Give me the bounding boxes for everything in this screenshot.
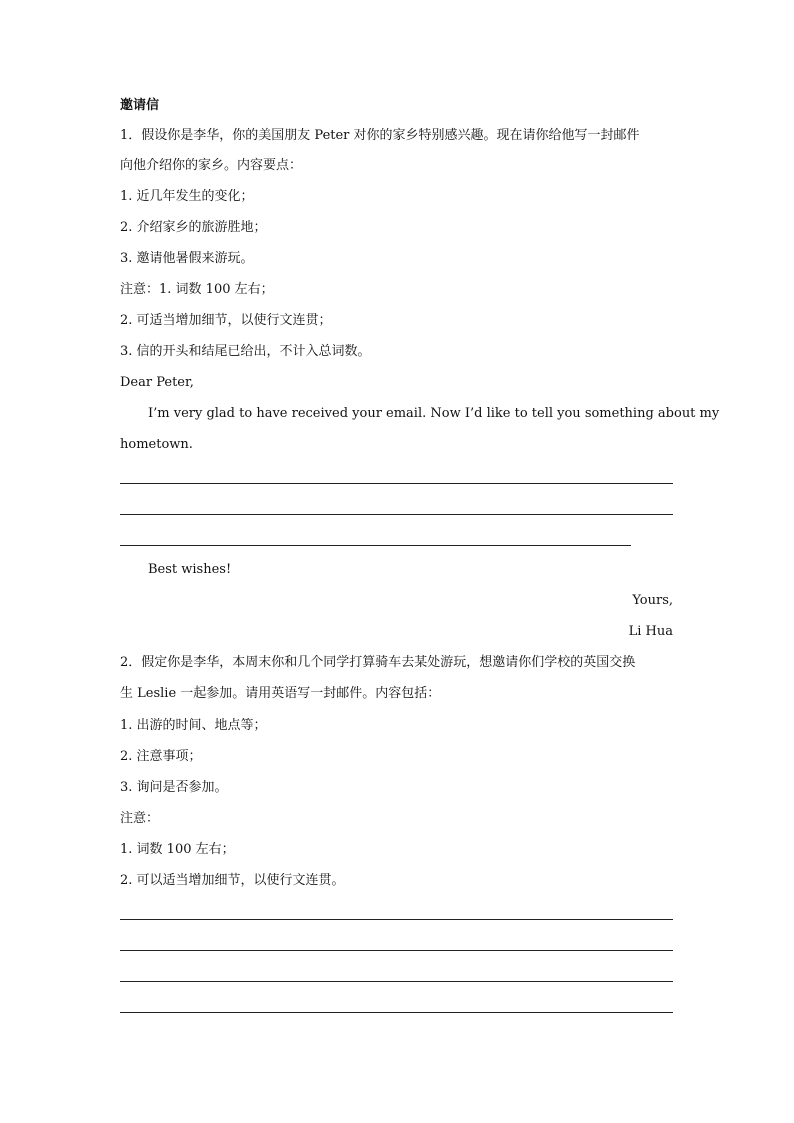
- q1-prompt-line-2: 向他介绍你的家乡。内容要点：: [120, 158, 303, 173]
- q1-salutation: Dear Peter,: [120, 375, 194, 390]
- q1-answer-line-3: [120, 545, 631, 546]
- q1-opening-line-2: hometown.: [120, 437, 193, 452]
- q1-point-2: 2. 介绍家乡的旅游胜地；: [120, 220, 267, 235]
- q1-opening-line-1: I’m very glad to have received your email. Now I’d like to tell you something about my: [148, 406, 720, 421]
- q1-note-1: 注意：1. 词数 100 左右；: [120, 282, 274, 297]
- q2-note-2: 2. 可以适当增加细节，以使行文连贯。: [120, 873, 345, 888]
- q2-prompt-line-2: 生 Leslie 一起参加。请用英语写一封邮件。内容包括：: [120, 686, 441, 701]
- heading: 邀请信: [120, 98, 160, 113]
- q1-note-2: 2. 可适当增加细节，以使行文连贯；: [120, 313, 332, 328]
- q2-note-1: 1. 词数 100 左右；: [120, 842, 235, 857]
- q1-answer-line-2: [120, 514, 673, 515]
- q1-yours: Yours,: [632, 593, 673, 608]
- q2-answer-line-1: [120, 919, 673, 920]
- q2-prompt-line-1: 2．假定你是李华，本周末你和几个同学打算骑车去某处游玩，想邀请你们学校的英国交换: [120, 655, 636, 670]
- q1-point-3: 3. 邀请他暑假来游玩。: [120, 251, 254, 266]
- q1-prompt-line-1: 1．假设你是李华，你的美国朋友 Peter 对你的家乡特别感兴趣。现在请你给他写一封邮件: [120, 128, 640, 143]
- q1-closing: Best wishes!: [148, 562, 232, 577]
- q1-point-1: 1. 近几年发生的变化；: [120, 189, 254, 204]
- q1-answer-line-1: [120, 483, 673, 484]
- q2-point-1: 1. 出游的时间、地点等；: [120, 718, 267, 733]
- q2-answer-line-3: [120, 981, 673, 982]
- q2-point-2: 2. 注意事项；: [120, 749, 202, 764]
- q2-answer-line-4: [120, 1012, 673, 1013]
- q2-point-3: 3. 询问是否参加。: [120, 780, 228, 795]
- q2-notes-label: 注意：: [120, 811, 160, 826]
- q2-answer-line-2: [120, 950, 673, 951]
- q1-signature: Li Hua: [628, 624, 673, 639]
- q1-note-3: 3. 信的开头和结尾已给出，不计入总词数。: [120, 344, 371, 359]
